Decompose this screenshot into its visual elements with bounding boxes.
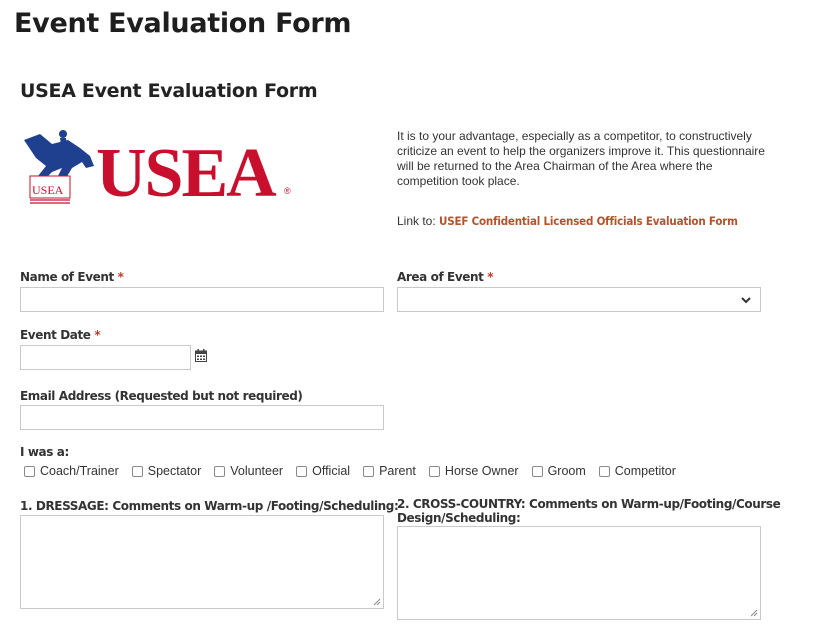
dressage-comments-textarea[interactable]	[20, 515, 384, 609]
intro-text: It is to your advantage, especially as a competitor, to constructively criticize an event to help the organizers improve it. This questionnaire will be returned to the Area Chairman of the Area where the competition took place.	[397, 129, 765, 188]
checkbox[interactable]	[132, 466, 143, 477]
calendar-icon[interactable]	[195, 349, 207, 362]
page-title: Event Evaluation Form	[14, 8, 352, 39]
email-label: Email Address (Requested but not required)	[20, 389, 303, 403]
event-date-input[interactable]	[20, 345, 191, 370]
logo-small-text: USEA	[32, 183, 64, 197]
event-date-label: Event Date *	[20, 328, 101, 342]
dressage-label: 1. DRESSAGE: Comments on Warm-up /Footing/Scheduling:	[20, 499, 399, 513]
resize-grip-icon[interactable]	[750, 609, 758, 617]
logo-text: USEA	[96, 135, 275, 206]
link-line	[397, 214, 738, 228]
form-title: USEA Event Evaluation Form	[20, 80, 318, 102]
role-label: I was a:	[20, 445, 69, 459]
area-of-event-label: Area of Event *	[397, 270, 494, 284]
checkbox[interactable]	[599, 466, 610, 477]
role-checkboxes	[24, 464, 689, 478]
name-of-event-label: Name of Event *	[20, 270, 124, 284]
checkbox[interactable]	[532, 466, 543, 477]
checkbox[interactable]	[429, 466, 440, 477]
checkbox[interactable]	[214, 466, 225, 477]
role-option-parent[interactable]: Parent	[363, 464, 416, 478]
email-input[interactable]	[20, 405, 384, 430]
checkbox[interactable]	[24, 466, 35, 477]
cross-country-comments-textarea[interactable]	[397, 526, 761, 620]
usea-logo	[22, 128, 294, 206]
chevron-down-icon	[740, 294, 752, 306]
name-of-event-input[interactable]	[20, 287, 384, 312]
role-option-official[interactable]: Official	[296, 464, 350, 478]
role-option-horse-owner[interactable]: Horse Owner	[429, 464, 519, 478]
link-prefix: Link to:	[397, 214, 440, 228]
logo-registered: ®	[284, 186, 291, 196]
role-option-spectator[interactable]: Spectator	[132, 464, 202, 478]
checkbox[interactable]	[296, 466, 307, 477]
cross-country-label: 2. CROSS-COUNTRY: Comments on Warm-up/Footing/Course Design/Scheduling:	[397, 497, 781, 525]
role-option-competitor[interactable]: Competitor	[599, 464, 676, 478]
checkbox[interactable]	[363, 466, 374, 477]
role-option-groom[interactable]: Groom	[532, 464, 586, 478]
resize-grip-icon[interactable]	[373, 598, 381, 606]
role-option-coach-trainer[interactable]: Coach/Trainer	[24, 464, 119, 478]
role-option-volunteer[interactable]: Volunteer	[214, 464, 283, 478]
usef-evaluation-link[interactable]: USEF Confidential Licensed Officials Evaluation Form	[439, 214, 738, 228]
area-of-event-select[interactable]	[397, 287, 761, 312]
